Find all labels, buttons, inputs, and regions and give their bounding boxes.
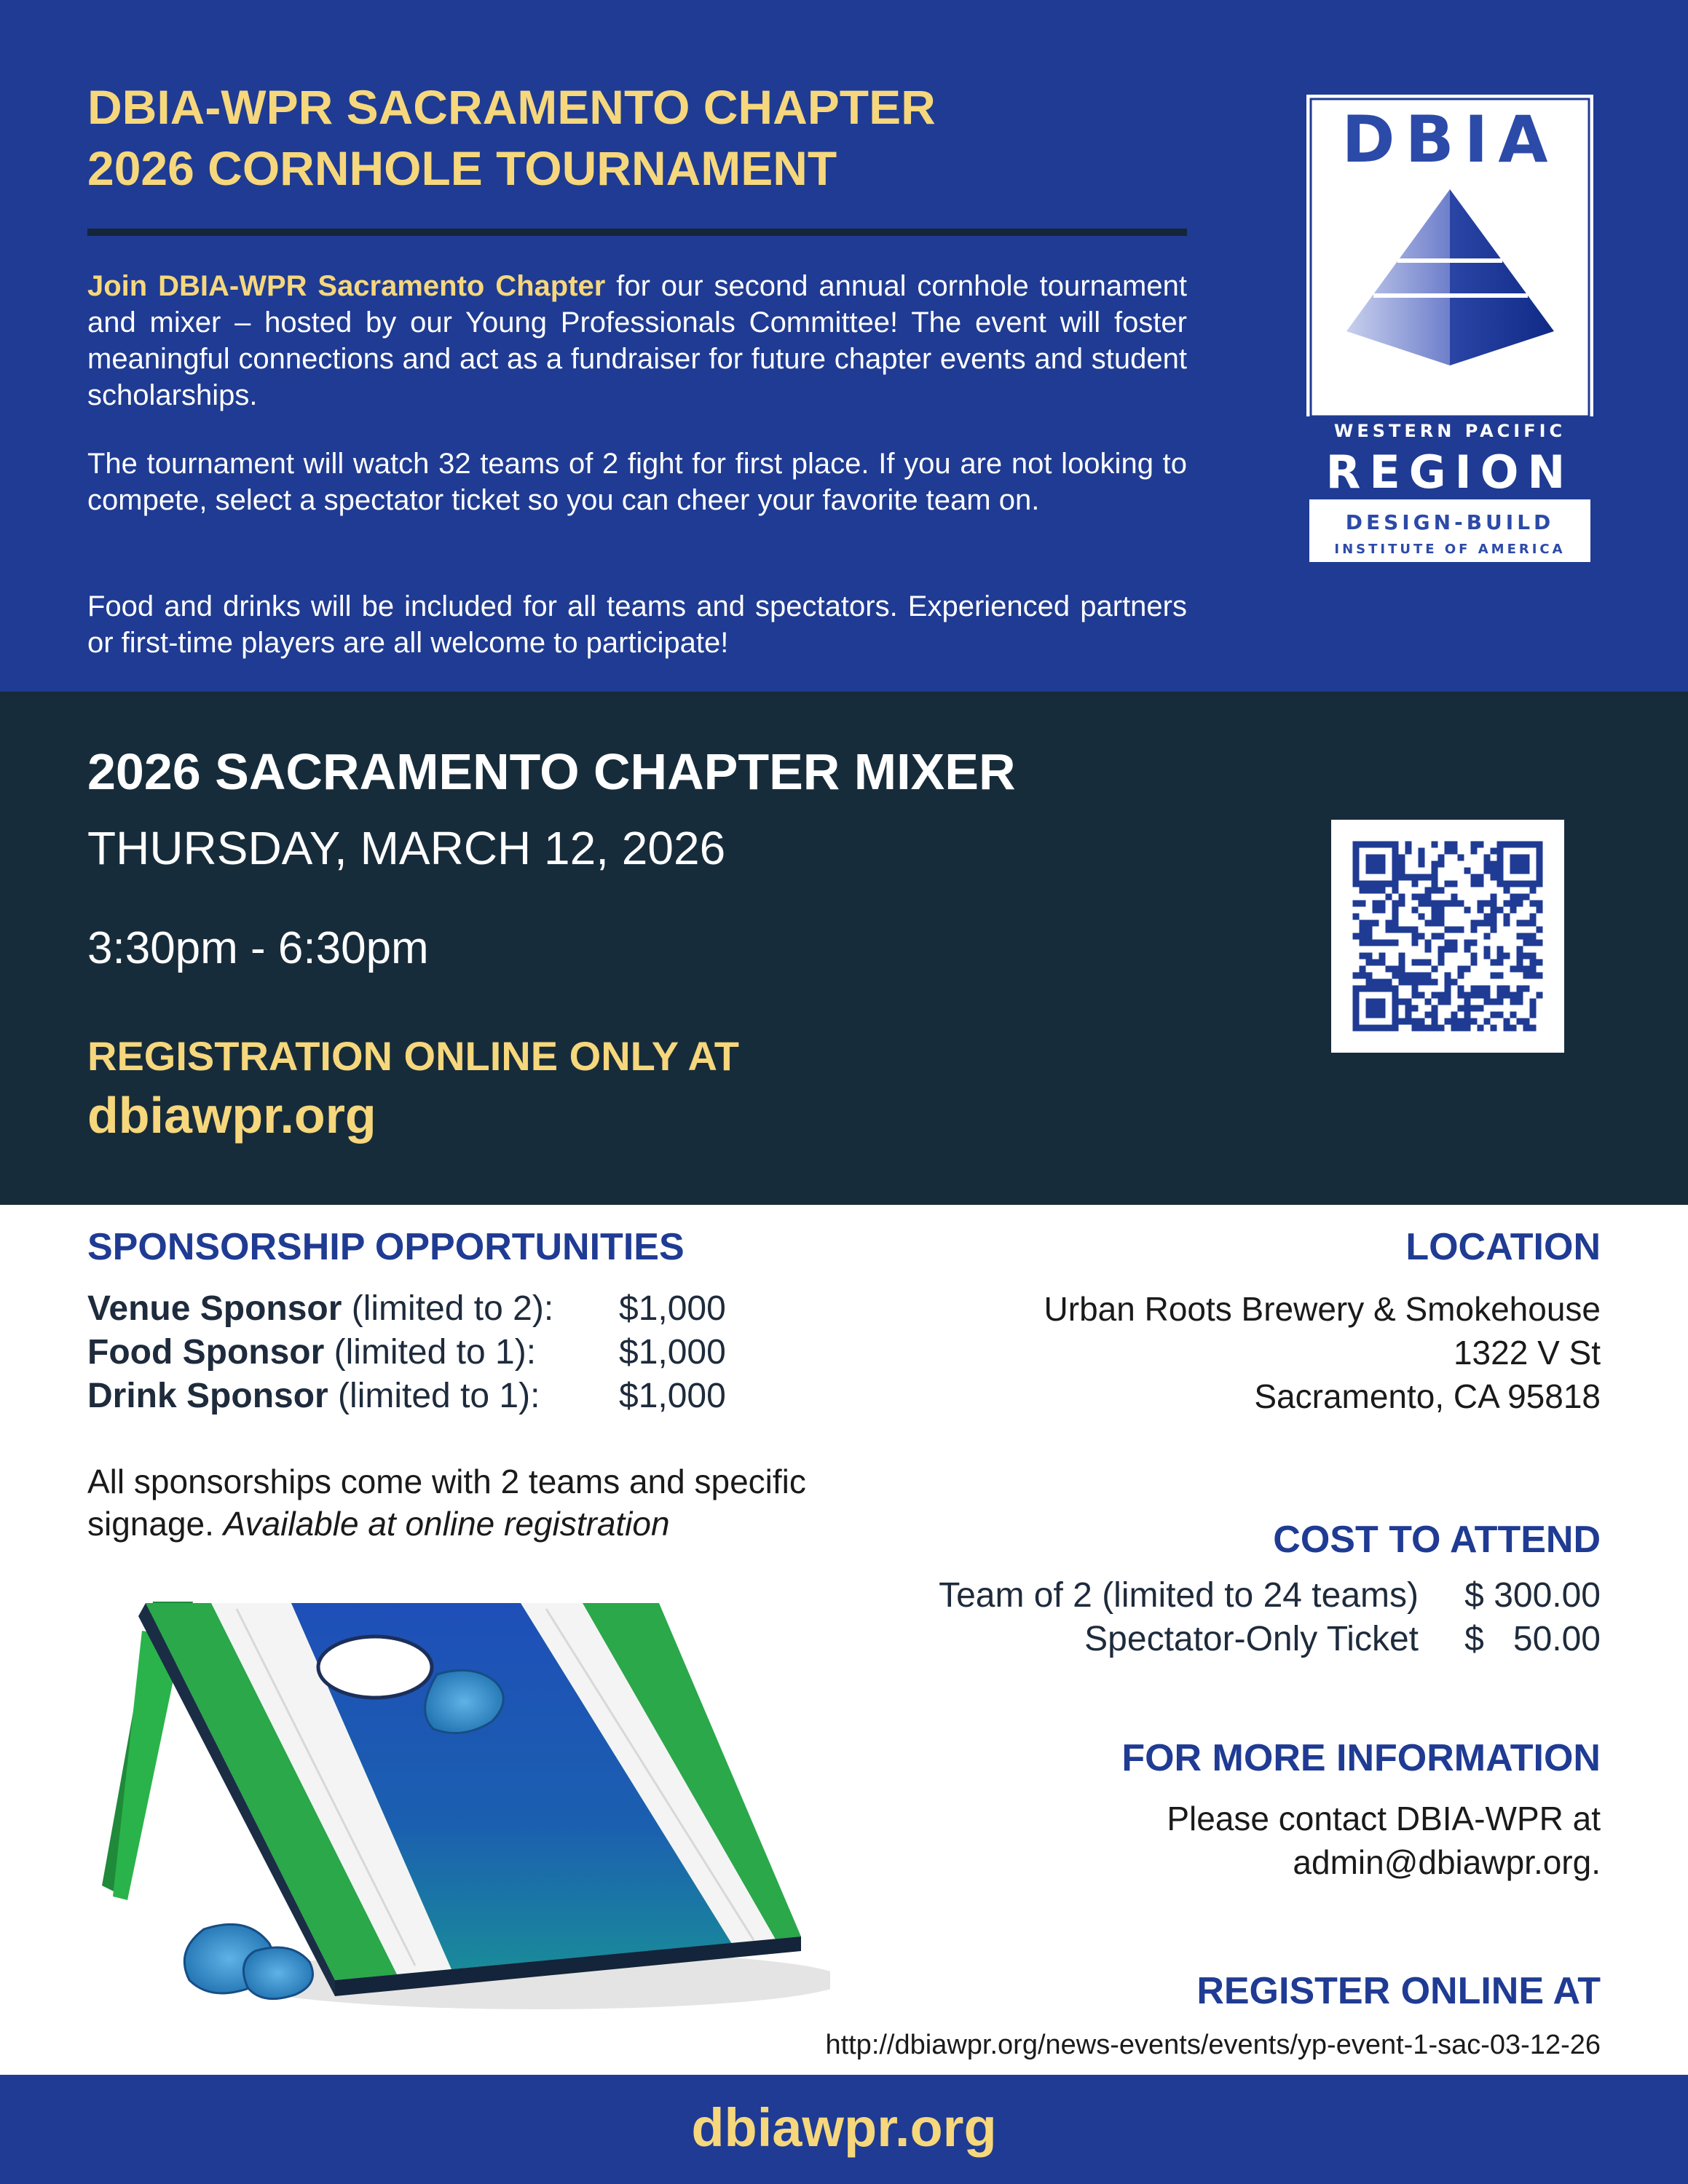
location-city: Sacramento, CA 95818 (1254, 1377, 1601, 1415)
cost-label: Team of 2 (limited to 24 teams) (939, 1576, 1419, 1615)
sponsorship-heading: SPONSORSHIP OPPORTUNITIES (87, 1226, 685, 1268)
sponsorship-note (87, 1460, 910, 1545)
title-line-1: DBIA-WPR SACRAMENTO CHAPTER (87, 80, 936, 134)
title-line-2: 2026 CORNHOLE TOURNAMENT (87, 141, 837, 195)
sponsor-limit: (limited to 1): (324, 1333, 537, 1372)
logo-dbia-text: DBIA (1341, 102, 1558, 177)
sponsor-row (87, 1289, 726, 1329)
sponsor-limit: (limited to 2): (342, 1289, 554, 1328)
sponsor-price: $1,000 (619, 1377, 726, 1415)
dbia-logo (1306, 95, 1593, 565)
cornhole-board-graphic (73, 1587, 830, 2068)
registration-link[interactable]: dbiawpr.org (87, 1087, 376, 1144)
intro-highlight: Join DBIA-WPR Sacramento Chapter (87, 270, 606, 302)
sponsor-row (87, 1332, 726, 1372)
sponsor-name: Venue Sponsor (87, 1289, 342, 1328)
mixer-title: 2026 SACRAMENTO CHAPTER MIXER (87, 743, 1016, 800)
logo-line-3: DESIGN-BUILD (1345, 510, 1555, 534)
food-paragraph: Food and drinks will be included for all teams and spectators. Experienced partners or first-time players are all welcome to participate! (87, 590, 1187, 659)
location-venue: Urban Roots Brewery & Smokehouse (1044, 1290, 1601, 1328)
logo-line-2: REGION (1325, 446, 1574, 499)
sponsor-price: $1,000 (619, 1289, 726, 1328)
register-heading: REGISTER ONLINE AT (1196, 1970, 1601, 2012)
sponsor-name: Food Sponsor (87, 1333, 325, 1372)
info-heading: FOR MORE INFORMATION (1121, 1737, 1601, 1779)
cost-amount: $ 50.00 (1464, 1620, 1601, 1658)
sponsor-row (87, 1376, 726, 1416)
page-title (87, 76, 1180, 199)
cost-row (800, 1619, 1601, 1663)
info-line-1: Please contact DBIA-WPR at (1167, 1800, 1601, 1837)
dbia-logo-graphic (1306, 95, 1593, 565)
title-divider (87, 229, 1187, 236)
info-email[interactable]: admin@dbiawpr.org. (1293, 1843, 1601, 1881)
logo-line-4: INSTITUTE OF AMERICA (1334, 542, 1566, 557)
intro-text: for our second annual cornhole tournament and mixer – hosted by our Young Professionals Committee! The event will foster meaningful connections and act as a fundraiser for future chapter events and student scholarships. (87, 270, 1187, 411)
qr-code-graphic (1331, 820, 1564, 1053)
sponsor-limit: (limited to 1): (328, 1377, 540, 1415)
registration-label: REGISTRATION ONLINE ONLY AT (87, 1033, 740, 1079)
sponsor-price: $1,000 (619, 1333, 726, 1372)
cost-label: Spectator-Only Ticket (1084, 1620, 1419, 1658)
sponsor-name: Drink Sponsor (87, 1377, 328, 1415)
cost-amount: $ 300.00 (1464, 1576, 1601, 1615)
cost-row (800, 1575, 1601, 1619)
mixer-time: 3:30pm - 6:30pm (87, 923, 429, 973)
intro-paragraph (87, 268, 1187, 414)
sponsorship-note-text: All sponsorships come with 2 teams and specific signage. (87, 1463, 806, 1543)
tournament-paragraph: The tournament will watch 32 teams of 2 fight for first place. If you are not looking to compete, select a spectator ticket so you can cheer your favorite team on. (87, 448, 1187, 516)
register-url[interactable]: http://dbiawpr.org/news-events/events/yp-event-1-sac-03-12-26 (825, 2030, 1601, 2060)
location-heading: LOCATION (1405, 1226, 1601, 1268)
location-street: 1322 V St (1453, 1334, 1601, 1372)
cost-heading: COST TO ATTEND (1273, 1519, 1601, 1561)
cornhole-board-image (73, 1587, 830, 2068)
sponsorship-note-italic: Available at online registration (223, 1505, 670, 1543)
logo-line-1: WESTERN PACIFIC (1333, 421, 1566, 441)
qr-code[interactable] (1331, 820, 1564, 1053)
mixer-date: THURSDAY, MARCH 12, 2026 (87, 822, 726, 874)
footer-url[interactable]: dbiawpr.org (691, 2097, 997, 2158)
